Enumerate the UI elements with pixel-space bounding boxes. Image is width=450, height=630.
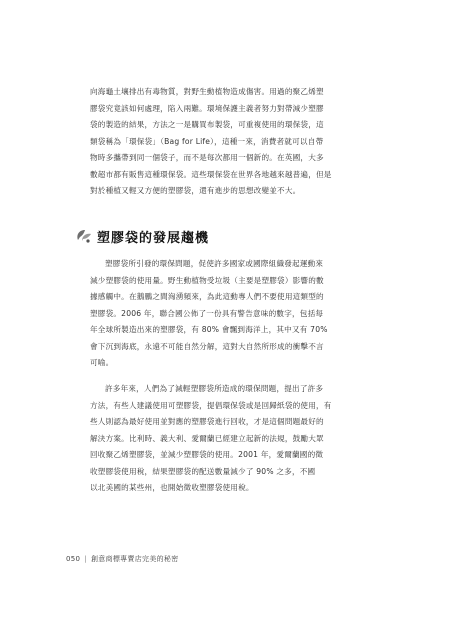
text-line: 類袋稱為「環保袋」（Bag for Life），這種一來，消費者就可以自帶 — [90, 136, 324, 146]
text-line: 方法，有些人建議使用可塑膠袋，提倡環保袋或是回歸紙袋的使用，有 — [90, 400, 332, 410]
text-line: 袋的製造的結果，方法之一是購買布製袋，可重複使用的環保袋，這 — [90, 120, 324, 129]
text-line: 塑膠袋所引發的環保問題，促使許多國家或國際組織發起運動來 — [105, 259, 324, 268]
running-title: 創意商標專賣店完美的秘密 — [90, 555, 179, 563]
top-paragraph — [90, 84, 370, 200]
footer-separator: | — [84, 555, 87, 563]
text-line: 減少塑膠袋的使用量。野生動植物受垃圾（主要是塑膠袋）影響的數 — [90, 275, 324, 285]
text-line: 解決方案。比利時、義大利、愛爾蘭已經建立起新的法規，鼓勵大眾 — [90, 433, 324, 443]
text-line: 膠袋究竟該如何處理，陷入兩難。環境保護主義者努力對帶減少塑膠 — [90, 103, 324, 113]
text-line: 許多年來，人們為了減輕塑膠袋所造成的環保問題，提出了許多 — [105, 384, 324, 393]
leaf-swirl-icon — [74, 226, 94, 246]
text-line: 據感觸中。在鵝鵬之間洶湧頻來，為此這動專人們不要使用這類型的 — [90, 292, 324, 301]
section-title: 塑膠袋的發展趨機 — [97, 230, 210, 246]
text-line: 物時多攜帶到同一個袋子，而不是每次都用一個新的。在英國，大多 — [90, 153, 324, 162]
text-line: 收塑膠袋使用稅，結果塑膠袋的配送數量減少了 90% 之多，不國 — [90, 466, 316, 476]
text-line: 向海龜土壤排出有毒物質，對野生動植物造成傷害。用過的聚乙烯塑 — [90, 87, 324, 96]
text-line: 以北美國的某些州，也開始徵收塑膠袋使用稅。 — [90, 483, 254, 492]
paragraph-three — [90, 381, 370, 497]
text-line: 可喻。 — [90, 358, 114, 367]
text-line: 對於種植又輕又方便的塑膠袋，還有進步的思想改變並不大。 — [90, 186, 301, 195]
page-footer — [66, 554, 179, 564]
text-line: 回收聚乙烯塑膠袋，並減少塑膠袋的使用。2001 年，愛爾蘭國的徵 — [90, 450, 324, 459]
text-line: 數超市都有販售這種環保袋。這些環保袋在世界各地越來越普遍，但是 — [90, 169, 332, 179]
section-heading — [74, 224, 209, 248]
text-line: 塑膠袋。2006 年，聯合國公佈了一份具有警告意味的數字，包括每 — [90, 308, 324, 318]
page-number: 050 — [66, 555, 81, 563]
paragraph-two — [90, 256, 370, 372]
text-line: 年全球所製造出來的塑膠袋，有 80% 會飄到海洋上，其中又有 70% — [90, 325, 328, 334]
text-line: 些人則認為最好使用並對應的塑膠袋進行回收，才是這個問題最好的 — [90, 417, 324, 426]
text-line: 會下沉到海底，永遠不可能自然分解，這對大自然所形成的衝擊不言 — [90, 341, 324, 351]
